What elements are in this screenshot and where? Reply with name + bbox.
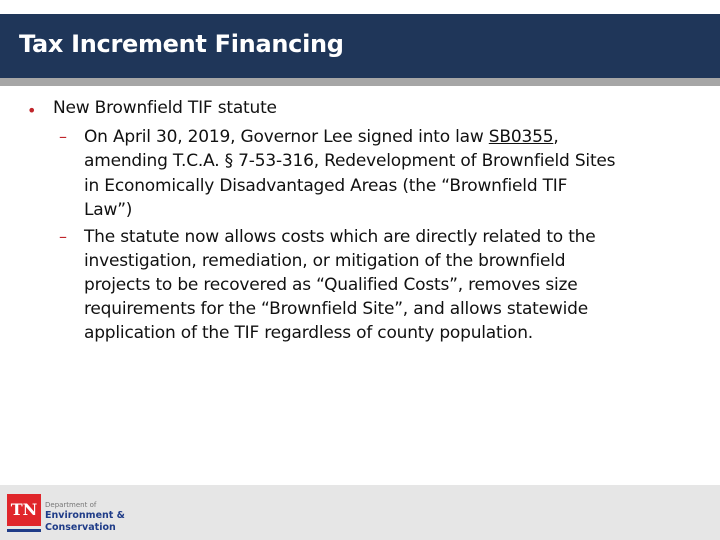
tn-logo-icon: TN xyxy=(7,494,41,526)
logo-conservation: Conservation xyxy=(45,522,116,533)
logo-environment: Environment & xyxy=(45,510,125,521)
bullet-icon: • xyxy=(27,101,37,120)
logo-department: Department of xyxy=(45,501,97,509)
sub-bullet-1-line: in Economically Disadvantaged Areas (the “Brownfield TIF xyxy=(84,176,568,196)
slide-header xyxy=(0,14,720,78)
sub-bullet-2-line: projects to be recovered as “Qualified Costs”, removes size xyxy=(84,275,578,295)
sub-text: , xyxy=(553,127,559,147)
header-divider xyxy=(0,78,720,86)
sub-bullet-1-line: amending T.C.A. § 7-53-316, Redevelopment of Brownfield Sites xyxy=(84,151,616,171)
sub-bullet-2-line: application of the TIF regardless of county population. xyxy=(84,323,533,343)
sub-text: On April 30, 2019, Governor Lee signed into law xyxy=(84,127,489,147)
bullet-text: New Brownfield TIF statute xyxy=(53,98,277,118)
logo-underline xyxy=(7,529,41,532)
dash-icon: – xyxy=(59,127,67,146)
sub-bullet-2-line: The statute now allows costs which are directly related to the xyxy=(84,227,596,247)
slide-title: Tax Increment Financing xyxy=(19,30,344,58)
sub-bullet-2-line: investigation, remediation, or mitigation of the brownfield xyxy=(84,251,566,271)
sub-bullet-2-line: requirements for the “Brownfield Site”, and allows statewide xyxy=(84,299,588,319)
dash-icon: – xyxy=(59,227,67,246)
sub-bullet-1-line-1 xyxy=(84,127,559,147)
bill-link[interactable]: SB0355 xyxy=(488,127,554,147)
sub-bullet-1-line: Law”) xyxy=(84,200,133,220)
